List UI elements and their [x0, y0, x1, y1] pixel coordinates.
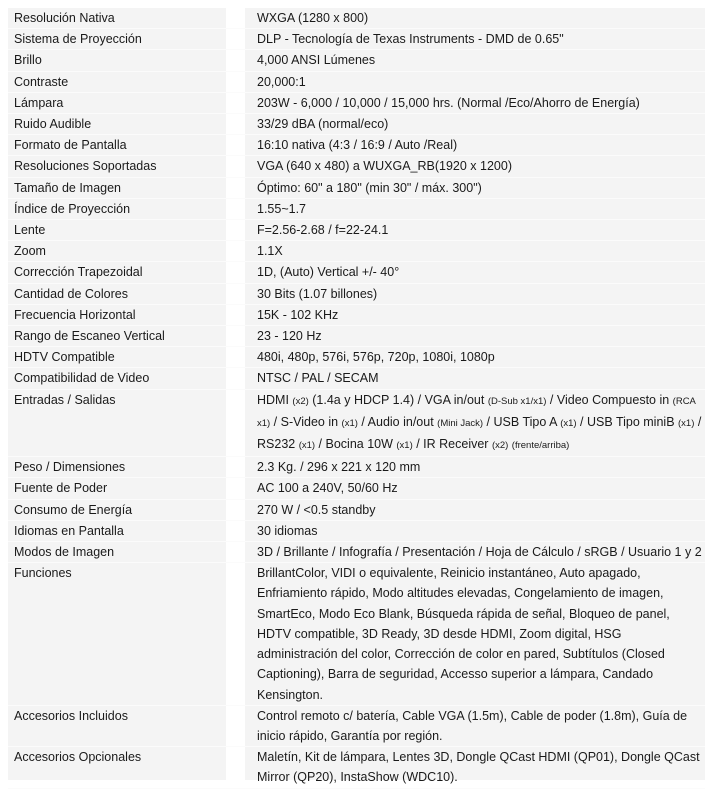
- spec-label: Corrección Trapezoidal: [14, 265, 143, 280]
- spec-value: 15K - 102 KHz: [257, 307, 339, 322]
- io-part: (1.4a y HDCP 1.4) / VGA in/out: [308, 392, 488, 407]
- spec-value: Control remoto c/ batería, Cable VGA (1.5m), Cable de poder (1.8m), Guía de inicio rápido, Garantía por región.: [257, 708, 688, 743]
- spec-value: 2.3 Kg. / 296 x 221 x 120 mm: [257, 460, 421, 475]
- spec-value: VGA (640 x 480) a WUXGA_RB(1920 x 1200): [257, 159, 512, 174]
- spec-row-15: [8, 326, 705, 347]
- io-part: (x1): [678, 417, 695, 429]
- spec-value: BrillantColor, VIDI o equivalente, Reinicio instantáneo, Auto apagado, Enfriamiento rápido, Modo altitudes elevadas, Congelamiento de imagen, SmartEco, Modo Eco Blank, Búsqueda rápida de señal, Bloqueo de panel, HDTV compatible, 3D Ready, 3D desde HDMI, Zoom digital, HSG administración del color, Corrección de color en pared, Subtítulos (Closed Captioning), Barra de seguridad, Accesso superior a lámpara, Candado Kensington.: [257, 566, 670, 702]
- spec-label: Resoluciones Soportadas: [14, 159, 157, 174]
- spec-label: HDTV Compatible: [14, 350, 115, 365]
- io-part: (x2): [292, 395, 309, 407]
- spec-value: 4,000 ANSI Lúmenes: [257, 53, 376, 68]
- spec-label: Sistema de Proyección: [14, 32, 142, 47]
- spec-row-b6: [8, 706, 705, 747]
- spec-row-13: [8, 284, 705, 305]
- spec-label: Consumo de Energía: [14, 502, 133, 517]
- spec-value: 16:10 nativa (4:3 / 16:9 / Auto /Real): [257, 138, 458, 153]
- spec-label: Índice de Proyección: [14, 201, 131, 216]
- io-part: HDMI: [257, 392, 293, 407]
- spec-value: [245, 390, 705, 457]
- io-part: / USB Tipo A: [483, 414, 561, 429]
- spec-label: Fuente de Poder: [14, 481, 108, 496]
- spec-value: 270 W / <0.5 standby: [257, 502, 376, 517]
- spec-row-17: [8, 368, 705, 389]
- spec-value: 30 idiomas: [257, 523, 318, 538]
- spec-label: Lente: [14, 223, 46, 238]
- io-part: / S-Video in: [270, 414, 342, 429]
- spec-row-8: [8, 178, 705, 199]
- spec-row-4: [8, 93, 705, 114]
- spec-value: DLP - Tecnología de Texas Instruments - DMD de 0.65": [257, 32, 564, 47]
- spec-value: NTSC / PAL / SECAM: [257, 371, 379, 386]
- spec-label: Accesorios Opcionales: [14, 750, 142, 765]
- spec-value: 1D, (Auto) Vertical +/- 40°: [257, 265, 400, 280]
- spec-value: 203W - 6,000 / 10,000 / 15,000 hrs. (Normal /Eco/Ahorro de Energía): [257, 95, 640, 110]
- spec-value: F=2.56-2.68 / f=22-24.1: [257, 223, 389, 238]
- spec-value: 1.1X: [257, 244, 283, 259]
- spec-value: 23 - 120 Hz: [257, 329, 322, 344]
- io-part: (RCA x1): [257, 395, 696, 429]
- spec-label: Formato de Pantalla: [14, 138, 127, 153]
- io-part: (frente/arriba): [511, 440, 570, 452]
- spec-value: 30 Bits (1.07 billones): [257, 286, 378, 301]
- spec-row-b7: [8, 747, 705, 788]
- spec-value: WXGA (1280 x 800): [257, 11, 369, 25]
- io-part: (x1): [341, 417, 358, 429]
- spec-value: Maletín, Kit de lámpara, Lentes 3D, Dongle QCast HDMI (QP01), Dongle QCast Mirror (QP20), InstaShow (WDC10).: [257, 750, 700, 785]
- spec-value: 480i, 480p, 576i, 576p, 720p, 1080i, 1080p: [257, 350, 495, 365]
- spec-label: Contraste: [14, 74, 69, 89]
- spec-row-0: [8, 8, 705, 29]
- spec-value: 1.55~1.7: [257, 201, 307, 216]
- spec-row-10: [8, 220, 705, 241]
- spec-row-16: [8, 347, 705, 368]
- spec-row-io: [8, 390, 705, 458]
- spec-row-6: [8, 135, 705, 156]
- spec-label: Peso / Dimensiones: [14, 460, 126, 475]
- spec-label: Cantidad de Colores: [14, 286, 128, 301]
- io-part: (x1): [298, 440, 316, 452]
- spec-row-b1: [8, 478, 705, 499]
- spec-row-b5: [8, 563, 705, 705]
- spec-row-b3: [8, 521, 705, 542]
- io-part: (D-Sub x1/x1): [487, 395, 547, 407]
- spec-row-5: [8, 114, 705, 135]
- spec-label: Tamaño de Imagen: [14, 180, 122, 195]
- io-part: (Mini Jack): [437, 417, 484, 429]
- spec-row-9: [8, 199, 705, 220]
- spec-value: AC 100 a 240V, 50/60 Hz: [257, 481, 398, 496]
- spec-label: Funciones: [14, 566, 72, 581]
- spec-label: Ruido Audible: [14, 117, 92, 132]
- spec-label: Brillo: [14, 53, 42, 68]
- spec-row-7: [8, 156, 705, 177]
- io-part: / Video Compuesto in: [546, 392, 673, 407]
- spec-label: Idiomas en Pantalla: [14, 523, 124, 538]
- spec-label: Rango de Escaneo Vertical: [14, 329, 165, 344]
- io-part: (x1): [396, 440, 413, 452]
- io-part: (x2): [491, 440, 509, 452]
- spec-label: Accesorios Incluidos: [14, 708, 128, 723]
- io-part: (x1): [560, 417, 577, 429]
- io-part: / IR Receiver: [412, 437, 492, 452]
- spec-row-11: [8, 241, 705, 262]
- spec-row-b2: [8, 500, 705, 521]
- spec-label: Entradas / Salidas: [14, 392, 116, 407]
- spec-row-b0: [8, 457, 705, 478]
- spec-value: 20,000:1: [257, 74, 306, 89]
- spec-row-2: [8, 50, 705, 71]
- spec-label: Zoom: [14, 244, 46, 259]
- spec-value: Óptimo: 60" a 180" (min 30" / máx. 300"): [257, 180, 482, 195]
- spec-value: 33/29 dBA (normal/eco): [257, 117, 389, 132]
- spec-label: Compatibilidad de Video: [14, 371, 150, 386]
- spec-row-b4: [8, 542, 705, 563]
- spec-label: Resolución Nativa: [14, 11, 115, 25]
- spec-label: Lámpara: [14, 95, 64, 110]
- io-part: / Bocina 10W: [315, 437, 397, 452]
- spec-label: Frecuencia Horizontal: [14, 307, 136, 322]
- io-part: / Audio in/out: [357, 414, 438, 429]
- io-part: / USB Tipo miniB: [576, 414, 679, 429]
- spec-label: Modos de Imagen: [14, 545, 115, 560]
- io-part: / RS232: [257, 414, 702, 452]
- spec-row-14: [8, 305, 705, 326]
- spec-value: 3D / Brillante / Infografía / Presentación / Hoja de Cálculo / sRGB / Usuario 1 y 2: [257, 545, 702, 560]
- spec-row-1: [8, 29, 705, 50]
- spec-table: [8, 8, 705, 789]
- spec-row-12: [8, 262, 705, 283]
- spec-row-3: [8, 72, 705, 93]
